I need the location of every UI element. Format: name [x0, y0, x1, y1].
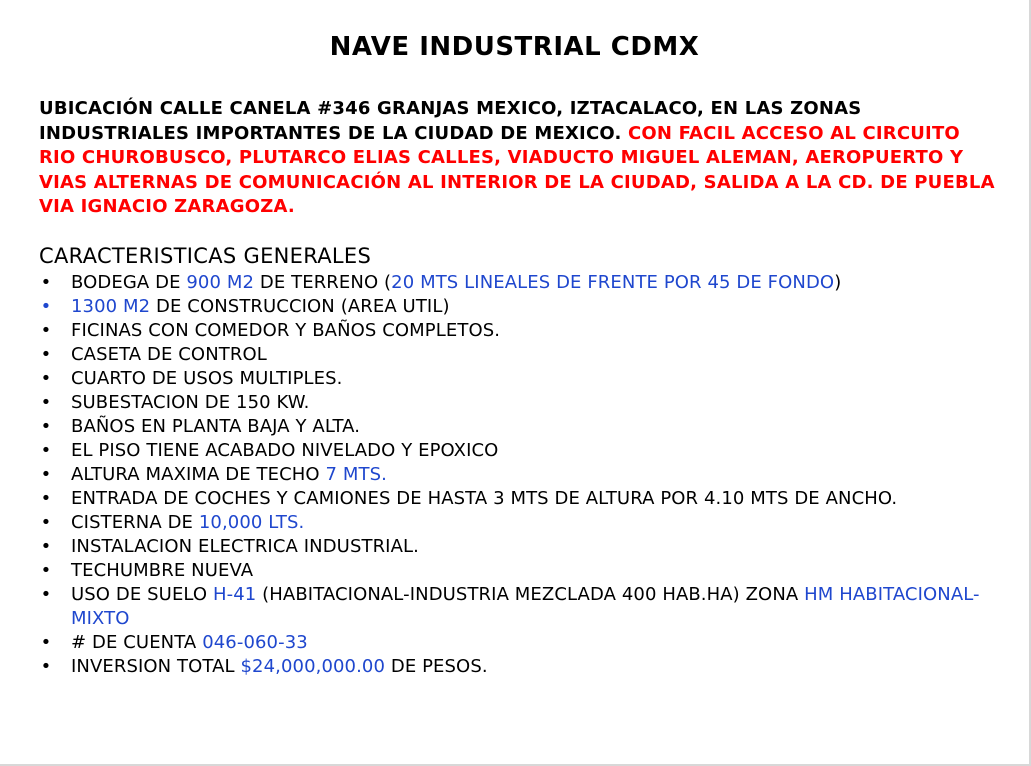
feature-item	[39, 535, 999, 559]
feature-text: BODEGA DE	[71, 272, 187, 293]
feature-item	[39, 415, 999, 439]
feature-text: TECHUMBRE NUEVA	[71, 560, 254, 581]
feature-text: CISTERNA DE	[71, 512, 199, 533]
feature-text: INVERSION TOTAL	[71, 656, 241, 677]
bullet-icon: •	[40, 656, 52, 677]
location-text: UBICACIÓN CALLE CANELA #346 GRANJAS MEXICO, IZTACALACO, EN LAS ZONAS INDUSTRIALES IMPORTANTES DE LA CIUDAD DE MEXICO.	[39, 98, 862, 144]
bullet-icon: •	[40, 320, 52, 341]
feature-item	[39, 559, 999, 583]
feature-text: 10,000 LTS.	[198, 512, 305, 533]
feature-item	[39, 583, 999, 631]
bullet-icon: •	[40, 536, 52, 557]
bullet-icon: •	[40, 440, 52, 461]
feature-item	[39, 367, 999, 391]
bullet-icon: •	[40, 344, 52, 365]
feature-item	[39, 319, 999, 343]
features-list	[39, 271, 999, 679]
feature-text: DE CONSTRUCCION (AREA UTIL)	[150, 296, 450, 317]
feature-text: HM HABITACIONAL-MIXTO	[71, 584, 980, 629]
bullet-icon: •	[40, 560, 52, 581]
feature-text: )	[834, 272, 842, 293]
feature-item	[39, 439, 999, 463]
feature-item	[39, 655, 999, 679]
feature-text: SUBESTACION DE 150 KW.	[71, 392, 310, 413]
feature-item	[39, 343, 999, 367]
feature-item	[39, 487, 999, 511]
feature-text: $24,000,000.00	[240, 656, 386, 677]
feature-item	[39, 463, 999, 487]
feature-text: 20 MTS LINEALES DE FRENTE POR 45 DE FONDO	[391, 272, 835, 293]
feature-text: ENTRADA DE COCHES Y CAMIONES DE HASTA 3 MTS DE ALTURA POR 4.10 MTS DE ANCHO.	[71, 488, 898, 509]
feature-text: CASETA DE CONTROL	[71, 344, 267, 365]
location-paragraph	[39, 97, 999, 220]
feature-text: ALTURA MAXIMA DE TECHO	[71, 464, 326, 485]
feature-text: DE PESOS.	[385, 656, 488, 677]
bullet-icon: •	[40, 512, 52, 533]
feature-text: # DE CUENTA	[71, 632, 203, 653]
feature-item	[39, 631, 999, 655]
feature-text: H-41	[213, 584, 257, 605]
feature-item	[39, 271, 999, 295]
feature-item	[39, 511, 999, 535]
feature-text: USO DE SUELO	[71, 584, 213, 605]
bullet-icon: •	[40, 464, 52, 485]
feature-text: CUARTO DE USOS MULTIPLES.	[71, 368, 343, 389]
bullet-icon: •	[40, 488, 52, 509]
feature-text: FICINAS CON COMEDOR Y BAÑOS COMPLETOS.	[71, 320, 501, 341]
feature-item	[39, 391, 999, 415]
bullet-icon: •	[40, 272, 52, 293]
feature-text: 1300 M2	[71, 296, 151, 317]
feature-text: BAÑOS EN PLANTA BAJA Y ALTA.	[71, 416, 361, 437]
feature-text: DE TERRENO (	[254, 272, 392, 293]
feature-text: INSTALACION ELECTRICA INDUSTRIAL.	[71, 536, 419, 557]
feature-text: 7 MTS.	[325, 464, 387, 485]
bullet-icon: •	[40, 296, 52, 317]
section-heading: CARACTERISTICAS GENERALES	[39, 244, 372, 268]
feature-item	[39, 295, 999, 319]
bullet-icon: •	[40, 392, 52, 413]
bullet-icon: •	[40, 416, 52, 437]
feature-text: 046-060-33	[202, 632, 308, 653]
feature-text: EL PISO TIENE ACABADO NIVELADO Y EPOXICO	[71, 440, 499, 461]
access-text: CON FACIL ACCESO AL CIRCUITO RIO CHUROBUSCO, PLUTARCO ELIAS CALLES, VIADUCTO MIGUEL ALEMAN, AEROPUERTO Y VIAS ALTERNAS DE COMUNICACIÓN AL INTERIOR DE LA CIUDAD, SALIDA A LA CD. DE PUEBLA VIA IGNACIO ZARAGOZA.	[39, 122, 995, 217]
bullet-icon: •	[40, 368, 52, 389]
feature-text: 900 M2	[186, 272, 255, 293]
bullet-icon: •	[40, 632, 52, 653]
feature-text: (HABITACIONAL-INDUSTRIA MEZCLADA 400 HAB.HA) ZONA	[256, 584, 805, 605]
page-title: NAVE INDUSTRIAL CDMX	[329, 32, 700, 62]
bullet-icon: •	[40, 584, 52, 605]
